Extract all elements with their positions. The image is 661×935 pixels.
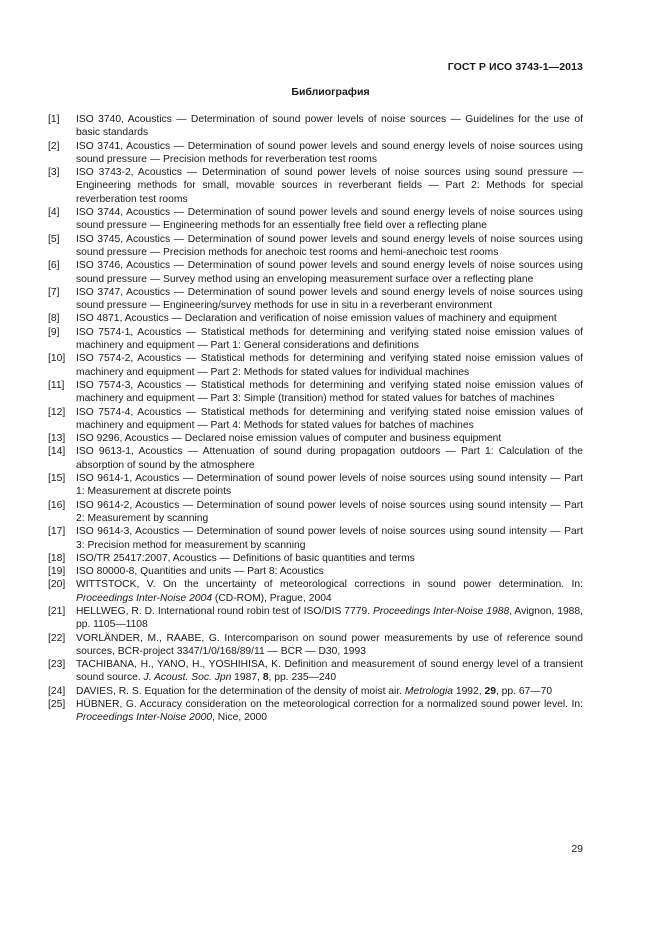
reference-text: ISO 9613-1, Acoustics — Attenuation of sound during propagation outdoors — Part 1: Calculation of the absorption of sound by the atmosphere [76,446,583,471]
reference-text: HELLWEG, R. D. International round robin test of ISO/DIS 7779. [76,605,373,617]
reference-number: [24] [48,685,66,697]
reference-number: [25] [48,699,66,711]
reference-text: ISO 3741, Acoustics — Determination of sound power levels and sound energy levels of noise sources using sound pressure — Precision methods for reverberation test rooms [76,140,583,165]
reference-item [48,525,583,552]
document-header: ГОСТ Р ИСО 3743-1—2013 [447,61,583,73]
reference-text: ISO 7574-3, Acoustics — Statistical methods for determining and verifying stated noise emission values of machinery and equipment — Part 3: Simple (transition) method for stated values for batches of machines [76,379,583,405]
reference-number: [14] [48,446,66,458]
reference-text: ISO 9296, Acoustics — Declared noise emission values of computer and business equipment [76,433,502,445]
reference-item [48,312,583,325]
reference-text [76,552,583,565]
reference-text [76,432,583,445]
reference-item [48,565,583,578]
reference-text: ISO 9614-1, Acoustics — Determination of sound power levels of noise sources using sound intensity — Part 1: Measurement at discrete points [76,473,583,498]
reference-italic: Proceedings Inter-Noise 1988 [373,605,510,617]
reference-text [76,166,583,206]
reference-text: ISO 3740, Acoustics — Determination of sound power levels of noise sources — Guidelines for the use of basic standards [76,114,583,139]
reference-after2: , pp. 67—70 [495,685,553,697]
reference-item [48,113,583,140]
reference-text [76,658,583,685]
reference-text: TACHIBANA, H., YANO, H., YOSHIHISA, K. Definition and measurement of sound energy level of a transient sound source. [76,659,583,684]
reference-text: DAVIES, R. S. Equation for the determination of the density of moist air. [76,685,405,697]
reference-item [48,445,583,472]
reference-item [48,578,583,605]
reference-number: [20] [48,579,66,591]
reference-number: [6] [48,260,60,272]
reference-item [48,685,583,698]
reference-number: [2] [48,140,60,152]
reference-after: , Nice, 2000 [212,712,267,724]
reference-text [76,233,583,260]
reference-number: [18] [48,552,66,564]
reference-italic: Proceedings Inter-Noise 2004 [76,592,213,604]
reference-number: [7] [48,286,60,298]
reference-after2: , pp. 235—240 [268,672,337,684]
reference-number: [1] [48,114,60,125]
reference-number: [23] [48,659,66,671]
reference-item [48,326,583,353]
reference-item [48,286,583,313]
reference-text [76,605,583,632]
reference-text [76,259,583,286]
reference-text [76,525,583,552]
reference-item [48,432,583,445]
reference-text: ISO/TR 25417:2007, Acoustics — Definitions of basic quantities and terms [76,552,415,564]
reference-number: [17] [48,526,66,538]
reference-item [48,233,583,260]
reference-item [48,206,583,233]
reference-bold: 8 [262,672,269,684]
reference-italic: Metrologia [404,685,453,697]
reference-italic: Proceedings Inter-Noise 2000 [76,712,213,724]
reference-text: ISO 3747, Acoustics — Determination of sound power levels and sound energy levels of noise sources using sound pressure — Engineering/survey methods for use in situ in a reverberant environment [76,286,583,312]
reference-text: HÜBNER, G. Accuracy consideration on the meteorological correction for a normalized sound power level. In: [76,699,583,711]
reference-number: [21] [48,605,66,617]
reference-number: [10] [48,353,66,365]
reference-item [48,658,583,685]
reference-italic: J. Acoust. Soc. Jpn [143,672,232,684]
reference-text: ISO 80000-8, Quantities and units — Part 8: Acoustics [76,566,324,578]
reference-text [76,698,583,725]
reference-number: [16] [48,499,66,511]
reference-after: 1987, [231,672,263,684]
reference-after: (CD-ROM), Prague, 2004 [212,592,332,604]
reference-text [76,113,583,140]
reference-text [76,206,583,233]
reference-item [48,379,583,406]
reference-text [76,286,583,313]
reference-item [48,499,583,526]
bibliography-title: Библиография [291,86,370,98]
reference-text: ISO 7574-1, Acoustics — Statistical methods for determining and verifying stated noise emission values of machinery and equipment — Part 1: General considerations and definitions [76,326,583,352]
reference-text [76,578,583,605]
reference-text: ISO 3743-2, Acoustics — Determination of sound power levels of noise sources using sound pressure — Engineering methods for small, movable sources in reverberant fields — Part 2: Methods for special reverberation test rooms [76,167,583,205]
reference-text [76,352,583,379]
reference-text: WITTSTOCK, V. On the uncertainty of meteorological corrections in sound power determination. In: [76,579,583,591]
reference-number: [22] [48,632,66,644]
reference-item [48,632,583,659]
reference-item [48,140,583,167]
reference-text [76,406,583,433]
reference-text: VORLÄNDER, M., RAABE, G. Intercomparison on sound power measurements by use of reference sound sources, BCR-project 3347/1/0/168/89/11 — BCR — D30, 1993 [76,632,583,657]
reference-number: [5] [48,233,60,245]
reference-item [48,472,583,499]
reference-text: ISO 7574-2, Acoustics — Statistical methods for determining and verifying stated noise emission values of machinery and equipment — Part 2: Methods for stated values for individual machines [76,353,583,378]
page-number: 29 [571,843,583,855]
reference-text [76,312,583,325]
reference-text [76,632,583,659]
reference-list [48,113,583,725]
reference-number: [11] [48,379,65,391]
reference-text: ISO 9614-2, Acoustics — Determination of sound power levels of noise sources using sound intensity — Part 2: Measurement by scanning [76,499,583,524]
reference-number: [15] [48,473,66,485]
reference-number: [13] [48,433,66,445]
reference-number: [19] [48,566,66,578]
reference-after: , Avignon, 1988, pp. 1105—1108 [76,605,583,631]
reference-item [48,605,583,632]
reference-after: 1992, [452,685,485,697]
reference-item [48,352,583,379]
reference-item [48,698,583,725]
reference-text: ISO 4871, Acoustics — Declaration and verification of noise emission values of machinery and equipment [76,313,557,325]
reference-text: ISO 9614-3, Acoustics — Determination of sound power levels of noise sources using sound intensity — Part 3: Precision method for measurement by scanning [76,526,583,551]
reference-text [76,140,583,167]
reference-text [76,379,583,406]
reference-text: ISO 3745, Acoustics — Determination of sound power levels and sound energy levels of noise sources using sound pressure — Precision methods for anechoic test rooms and hemi-anechoic test rooms [76,233,583,258]
reference-text [76,445,583,472]
reference-text: ISO 3746, Acoustics — Determination of sound power levels and sound energy levels of noise sources using sound pressure — Survey method using an enveloping measurement surface over a reflecting plane [76,260,583,285]
reference-bold: 29 [484,685,496,697]
reference-item [48,552,583,565]
reference-text: ISO 7574-4, Acoustics — Statistical methods for determining and verifying stated noise emission values of machinery and equipment — Part 4: Methods for stated values for batches of machines [76,406,583,431]
reference-number: [8] [48,313,60,325]
reference-text [76,499,583,526]
reference-number: [12] [48,406,66,418]
reference-item [48,406,583,433]
reference-text [76,326,583,353]
reference-number: [9] [48,326,60,338]
reference-item [48,259,583,286]
reference-item [48,166,583,206]
reference-text [76,472,583,499]
reference-number: [4] [48,207,60,219]
reference-text: ISO 3744, Acoustics — Determination of sound power levels and sound energy levels of noise sources using sound pressure — Engineering methods for an essentially free field over a reflecting plane [76,207,583,232]
reference-text [76,685,583,698]
reference-text [76,565,583,578]
reference-number: [3] [48,167,60,179]
